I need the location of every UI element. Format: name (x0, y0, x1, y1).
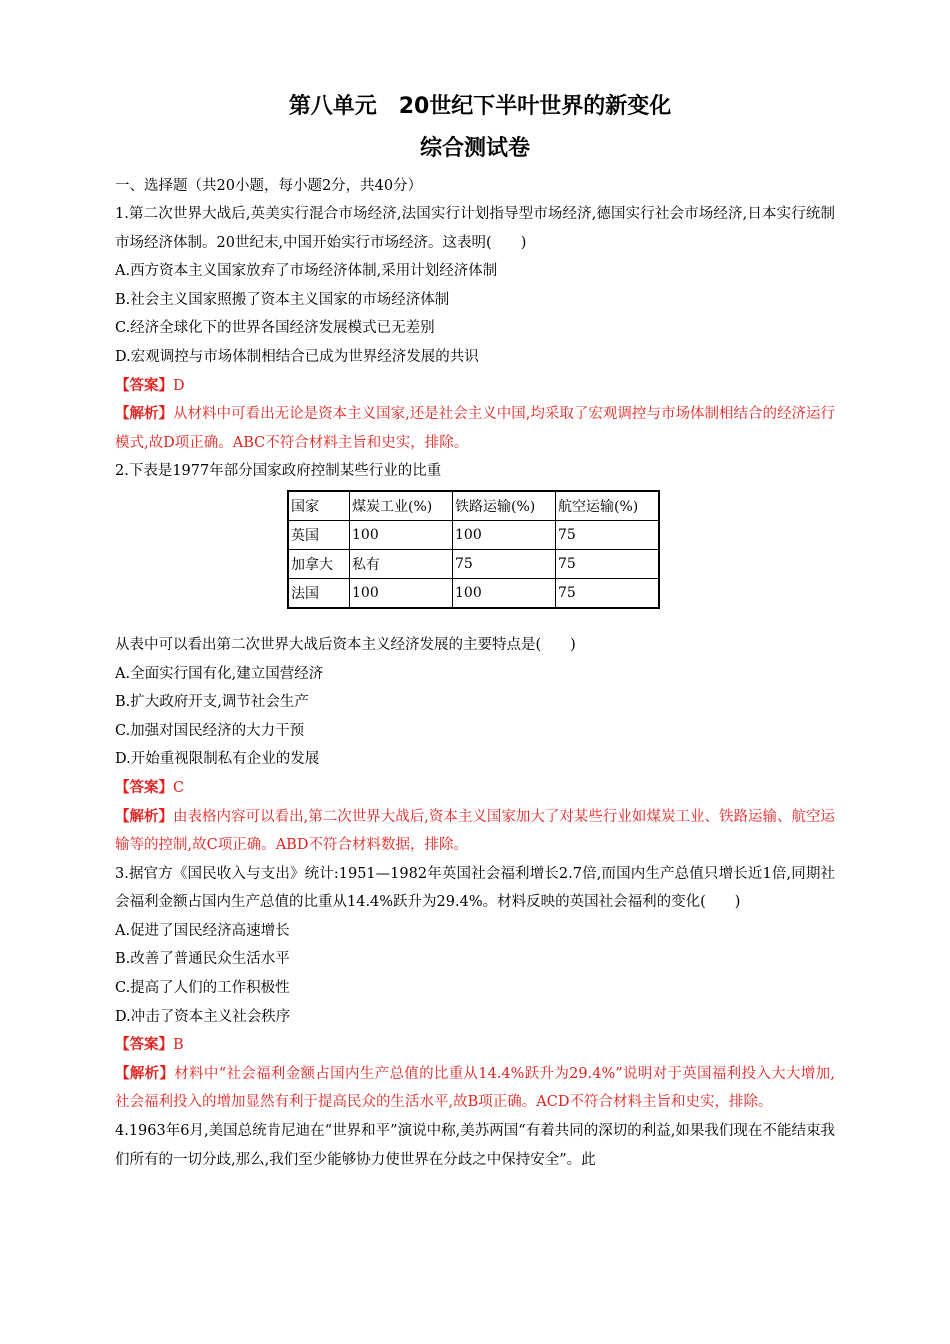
table-cell: 75 (453, 549, 556, 578)
question-2-prompt: 从表中可以看出第二次世界大战后资本主义经济发展的主要特点是( ) (115, 636, 576, 653)
question-3-stem: 3.据官方《国民收入与支出》统计:1951—1982年英国社会福利增长2.7倍,而国内生产总值只增长近1倍,同期社会福利金额占国内生产总值的比重从14.4%跃升为29.4%。材料反映的英国社会福利的变化( ) (115, 865, 835, 911)
table-header-cell: 国家 (288, 491, 350, 521)
table-header-row (288, 491, 659, 521)
table-header-cell: 煤炭工业(%) (350, 491, 453, 521)
table-cell: 100 (453, 520, 556, 549)
question-1-option-c: C.经济全球化下的世界各国经济发展模式已无差别 (115, 320, 435, 337)
table-cell: 75 (556, 520, 660, 549)
question-1-explanation (115, 400, 835, 457)
question-1-option-d: D.宏观调控与市场体制相结合已成为世界经济发展的共识 (115, 348, 479, 365)
table-cell: 加拿大 (288, 549, 350, 578)
question-2-option-c: C.加强对国民经济的大力干预 (115, 722, 305, 739)
table-header-cell: 航空运输(%) (556, 491, 660, 521)
question-2-explanation (115, 803, 835, 860)
table-cell: 法国 (288, 578, 350, 608)
section-heading: 一、选择题（共20小题，每小题2分，共40分） (115, 178, 423, 194)
document-subtitle: 综合测试卷 (419, 136, 530, 161)
answer-label: 【答案】 (115, 779, 173, 796)
table-row (288, 549, 659, 578)
question-3-explanation (115, 1060, 835, 1117)
answer-value: C (173, 779, 185, 796)
document-title: 第八单元 20世纪下半叶世界的新变化 (288, 94, 672, 119)
question-3-answer (115, 1031, 835, 1060)
table-cell: 100 (453, 578, 556, 608)
question-2-stem: 2.下表是1977年部分国家政府控制某些行业的比重 (115, 463, 442, 480)
question-1-option-b: B.社会主义国家照搬了资本主义国家的市场经济体制 (115, 291, 450, 308)
table-cell: 私有 (350, 549, 453, 578)
spacer (115, 619, 835, 631)
question-3-option-b: B.改善了普通民众生活水平 (115, 951, 290, 968)
table-row (288, 578, 659, 608)
question-2-answer (115, 774, 835, 803)
explanation-label: 【解析】 (115, 406, 174, 423)
explanation-label: 【解析】 (115, 808, 174, 825)
table-cell: 100 (350, 578, 453, 608)
table-cell: 100 (350, 520, 453, 549)
table-cell: 75 (556, 549, 660, 578)
explanation-text: 材料中“社会福利金额占国内生产总值的比重从14.4%跃升为29.4%”说明对于英国福利投入大大增加,社会福利投入的增加显然有利于提高民众的生活水平,故B项正确。ACD不符合材料主旨和史实，排除。 (115, 1065, 836, 1111)
table-cell: 75 (556, 578, 660, 608)
question-3-option-a: A.促进了国民经济高速增长 (115, 922, 290, 939)
question-3-option-c: C.提高了人们的工作积极性 (115, 980, 290, 997)
question-2-option-a: A.全面实行国有化,建立国营经济 (115, 665, 324, 682)
explanation-text: 由表格内容可以看出,第二次世界大战后,资本主义国家加大了对某些行业如煤炭工业、铁路运输、航空运输等的控制,故C项正确。ABD不符合材料数据，排除。 (115, 808, 836, 854)
document-page (115, 86, 835, 1174)
table-header-cell: 铁路运输(%) (453, 491, 556, 521)
answer-label: 【答案】 (115, 377, 173, 394)
answer-value: D (173, 377, 185, 394)
table-row (288, 520, 659, 549)
question-4-stem: 4.1963年6月,美国总统肯尼迪在“世界和平”演说中称,美苏两国“有着共同的深切的利益,如果我们现在不能结束我们所有的一切分歧,那么,我们至少能够协力使世界在分歧之中保持安全”。此 (115, 1123, 835, 1168)
explanation-text: 从材料中可看出无论是资本主义国家,还是社会主义中国,均采取了宏观调控与市场体制相结合的经济运行模式,故D项正确。ABC不符合材料主旨和史实，排除。 (115, 406, 836, 451)
question-2-option-d: D.开始重视限制私有企业的发展 (115, 751, 320, 768)
industry-control-table (287, 490, 660, 609)
question-2-option-b: B.扩大政府开支,调节社会生产 (115, 694, 309, 711)
question-1-stem: 1.第二次世界大战后,英美实行混合市场经济,法国实行计划指导型市场经济,德国实行社会市场经济,日本实行统制市场经济体制。20世纪末,中国开始实行市场经济。这表明( ) (115, 206, 835, 251)
answer-label: 【答案】 (115, 1037, 173, 1054)
explanation-label: 【解析】 (115, 1065, 175, 1082)
table-cell: 英国 (288, 520, 350, 549)
answer-value: B (173, 1037, 184, 1054)
question-1-option-a: A.西方资本主义国家放弃了市场经济体制,采用计划经济体制 (115, 263, 498, 280)
question-1-answer (115, 372, 835, 401)
question-3-option-d: D.冲击了资本主义社会秩序 (115, 1008, 291, 1025)
